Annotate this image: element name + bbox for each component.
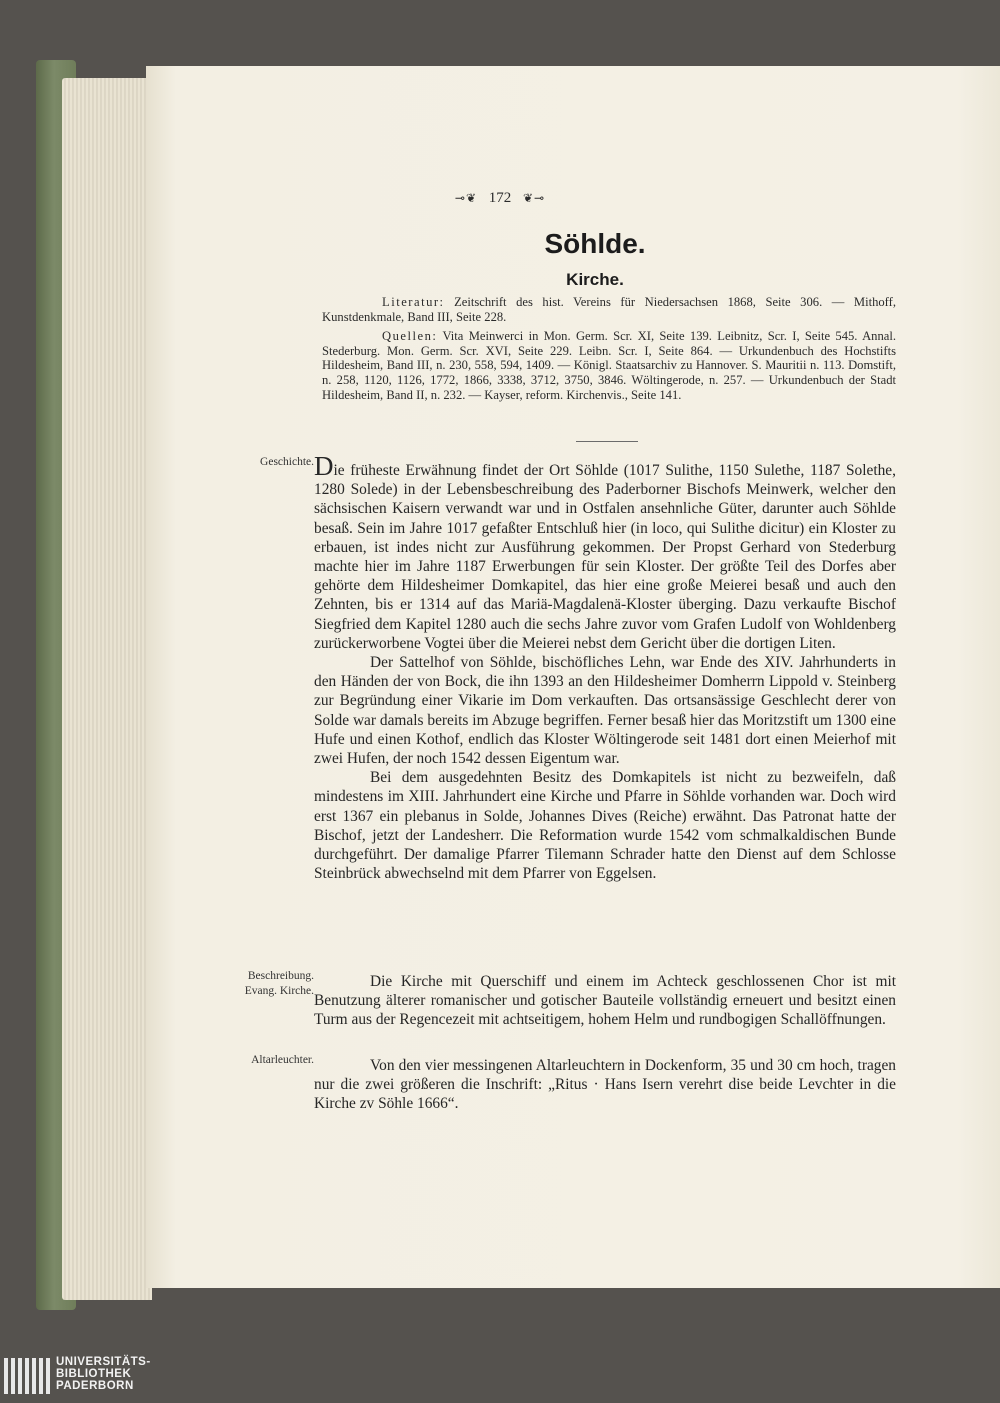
page-number-value: 172 (488, 190, 512, 206)
logo-line-1: UNIVERSITÄTS- (56, 1356, 151, 1368)
ornament-right: ❦⊸ (523, 191, 546, 205)
logo-line-2: BIBLIOTHEK (56, 1368, 132, 1380)
body-text-altarleuchter (314, 1056, 896, 1114)
drop-cap: D (314, 451, 334, 481)
page-number (0, 190, 1000, 207)
margin-note-beschreibung: Beschreibung. (247, 970, 314, 982)
page-subtitle: Kirche. (566, 270, 624, 289)
paragraph-1 (314, 451, 896, 653)
body-text-history (314, 451, 896, 883)
page-stack-edge (62, 78, 152, 1300)
literatur-reference (322, 295, 896, 324)
quellen-reference (322, 329, 896, 402)
literatur-text: Zeitschrift des hist. Vereins für Niedersachsen 1868, Seite 306. — Mithoff, Kunstdenkmale, Band III, Seite 228. (322, 295, 896, 324)
quellen-text: Vita Meinwerci in Mon. Germ. Scr. XI, Seite 139. Leibnitz, Scr. I, Seite 545. Annal. Stederburg. Mon. Germ. Scr. XVI, Seite 229. Leibn. Scr. I, Seite 864. — Urkundenbuch des Hochstifts Hildesheim, Band III, n. 230, 558, 594, 1409. — Königl. Staatsarchiv zu Hannover. S. Mauritii n. 113. Domstift, n. 258, 1120, 1126, 1772, 1866, 3338, 3712, 3750, 3846. Wöltingerode, n. 257. — Urkundenbuch der Stadt Hildesheim, Band II, n. 232. — Kayser, reform. Kirchenvis., Seite 141. (322, 329, 896, 402)
paragraph-5: Von den vier messingenen Altarleuchtern in Dockenform, 35 und 30 cm hoch, tragen nur die zwei größeren die Inschrift: „Ritus · Hans Isern verehrt dise beide Levchter in die Kirche zv Söhle 1666“. (314, 1057, 896, 1113)
section-divider (576, 441, 638, 442)
literatur-label: Literatur: (382, 295, 445, 309)
page-title: Söhlde. (544, 228, 646, 259)
paragraph-3: Bei dem ausgedehnten Besitz des Domkapitels ist nicht zu bezweifeln, daß mindestens im XIII. Jahrhundert eine Kirche und Pfarre in Söhlde vorhanden war. Doch wird erst 1367 ein plebanus in Solde, Johannes Dives (Reiche) erwähnt. Das Patronat hatte der Bischof, jetzt der Landesherr. Die Reformation wurde 1542 vom schmalkaldischen Bunde durchgeführt. Der damalige Pfarrer Tilemann Schrader hatte den Dienst auf dem Schlosse Steinbrück abwechselnd mit dem Pfarrer von Eggelsen. (314, 769, 896, 883)
margin-note-geschichte: Geschichte. (260, 456, 314, 468)
library-logo-text (56, 1356, 151, 1392)
library-logo-icon (4, 1356, 52, 1396)
quellen-label: Quellen: (382, 329, 438, 344)
margin-note-altarleuchter: Altarleuchter. (251, 1054, 314, 1066)
ornament-left: ⊸❦ (454, 191, 477, 205)
paragraph-4: Die Kirche mit Querschiff und einem im Achteck geschlossenen Chor ist mit Benutzung älterer romanischer und gotischer Bauteile vollständig erneuert und besitzt einen Turm aus der Regencezeit mit achtseitigem, hohem Helm und rundbogigen Schallöffnungen. (314, 973, 896, 1029)
body-text-description (314, 972, 896, 1030)
references-block (322, 295, 896, 407)
margin-note-evang-kirche: Evang. Kirche. (244, 985, 314, 997)
logo-line-3: PADERBORN (56, 1380, 134, 1392)
paragraph-1-text: ie früheste Erwähnung findet der Ort Söhlde (1017 Sulithe, 1150 Sulethe, 1187 Solethe, 1280 Solede) in der Lebensbeschreibung des Paderborner Bischofs Meinwerk, welcher den sächsischen Kaisern verwandt war und in Ostfalen ansehnliche Güter, darunter auch Söhlde besaß. Sein im Jahre 1017 gefaßter Entschluß hier (in loco, qui Sulithe dicitur) ein Kloster zu erbauen, ist indes nicht zur Ausführung gekommen. Der Propst Gerhard von Stederburg machte hier im Jahre 1187 Erwerbungen für sein Kloster. Der größte Teil des Dorfes aber gehörte dem Hildesheimer Domkapitel, das hier eine große Meierei besaß und auch den Zehnten, bis er 1314 auf das Mariä-Magdalenä-Kloster überging. Dazu verkaufte Bischof Siegfried dem Kapitel 1280 auch die sechs Jahre zuvor vom Grafen Ludolf von Wohldenberg zurückerworbene Vogtei über die Meierei nebst dem Gericht über die dortigen Liten. (314, 462, 896, 652)
paragraph-2: Der Sattelhof von Söhlde, bischöfliches Lehn, war Ende des XIV. Jahrhunderts in den Händen der von Bock, die ihn 1393 an den Hildesheimer Domherrn Lippold v. Steinberg zur Begründung einer Vikarie im Dom verkauften. Das ortsansässige Geschlecht derer von Solde war damals bereits im Abzuge begriffen. Ferner besaß hier das Moritzstift um 1300 eine Hufe und einen Kothof, endlich das Kloster Wöltingerode seit 1481 dort einen Meierhof mit zwei Hufen, der noch 1542 dessen Eigentum war. (314, 654, 896, 768)
